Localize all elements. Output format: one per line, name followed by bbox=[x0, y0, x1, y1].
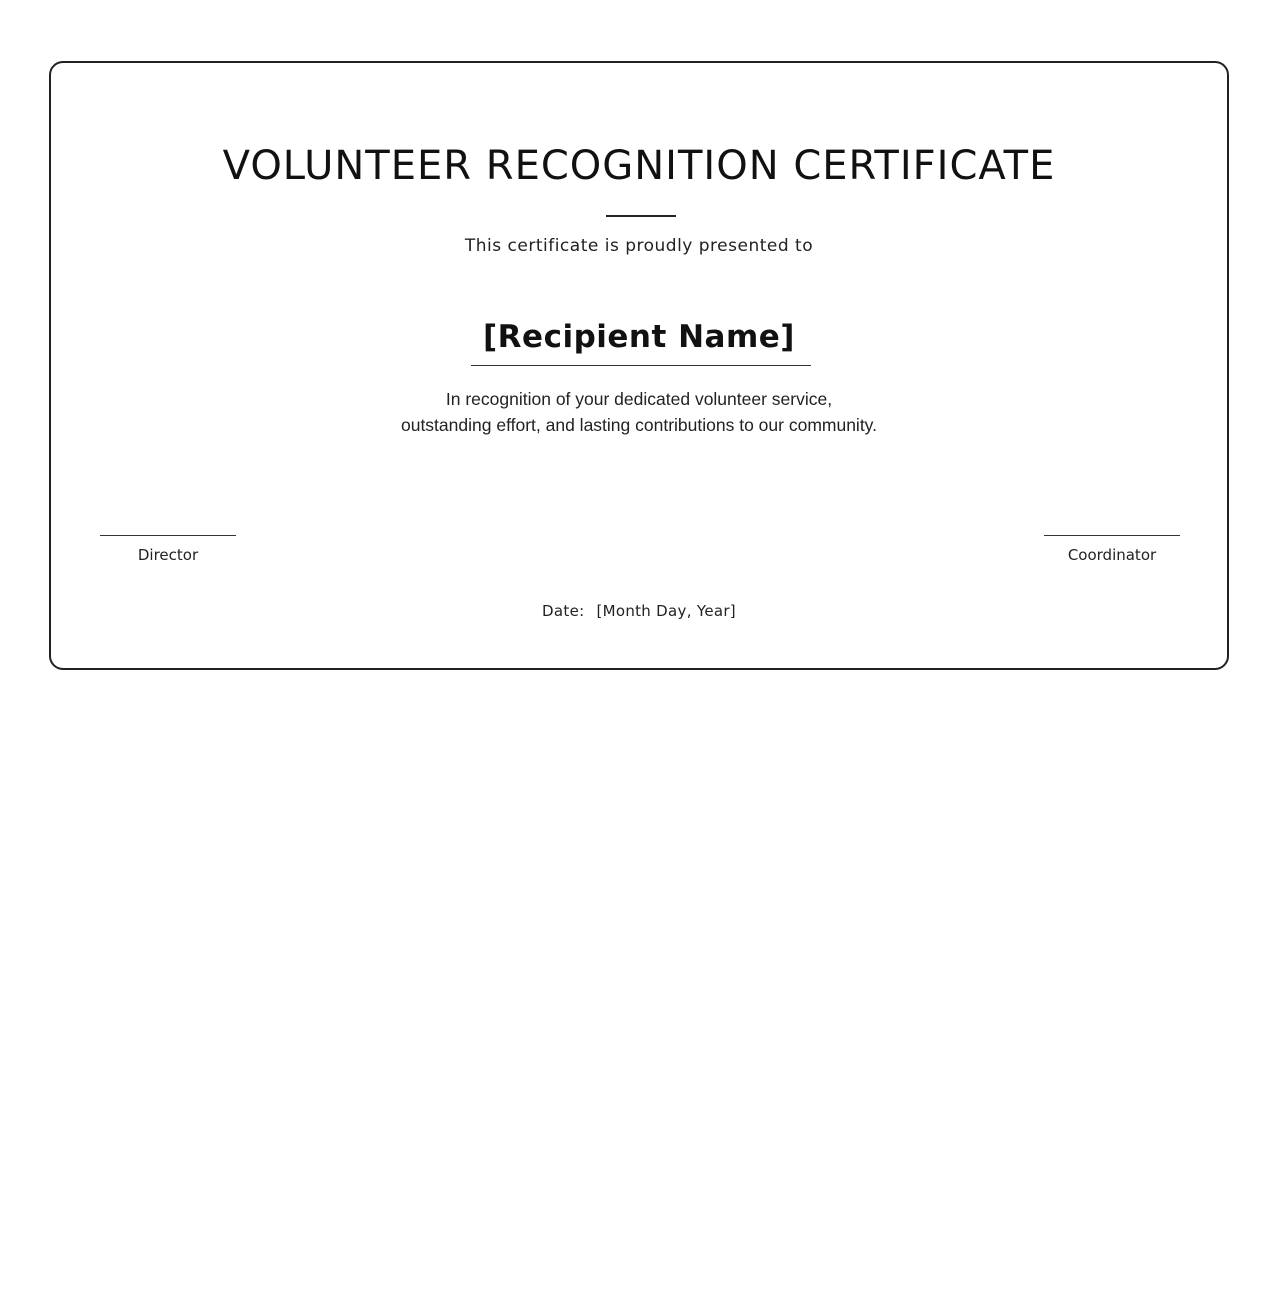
title-divider bbox=[606, 215, 676, 217]
recognition-line-1: In recognition of your dedicated volunteer service, bbox=[445, 389, 833, 409]
coordinator-signature-line bbox=[1044, 535, 1180, 536]
certificate-frame bbox=[49, 61, 1229, 670]
date-label: Date: bbox=[542, 602, 585, 620]
recipient-name: [Recipient Name] bbox=[483, 319, 795, 355]
director-signature-block bbox=[100, 535, 236, 565]
coordinator-label: Coordinator bbox=[1067, 546, 1157, 564]
date-value: [Month Day, Year] bbox=[596, 602, 736, 620]
director-signature-line bbox=[100, 535, 236, 536]
recognition-line-2: outstanding effort, and lasting contributions to our community. bbox=[400, 415, 877, 435]
presented-to-text: This certificate is proudly presented to bbox=[464, 236, 814, 256]
coordinator-signature-block bbox=[1044, 535, 1180, 565]
recipient-name-underline bbox=[471, 365, 811, 366]
date-row bbox=[51, 601, 1227, 621]
director-label: Director bbox=[137, 546, 199, 564]
certificate-title: VOLUNTEER RECOGNITION CERTIFICATE bbox=[222, 143, 1056, 189]
recognition-text bbox=[51, 386, 1227, 438]
